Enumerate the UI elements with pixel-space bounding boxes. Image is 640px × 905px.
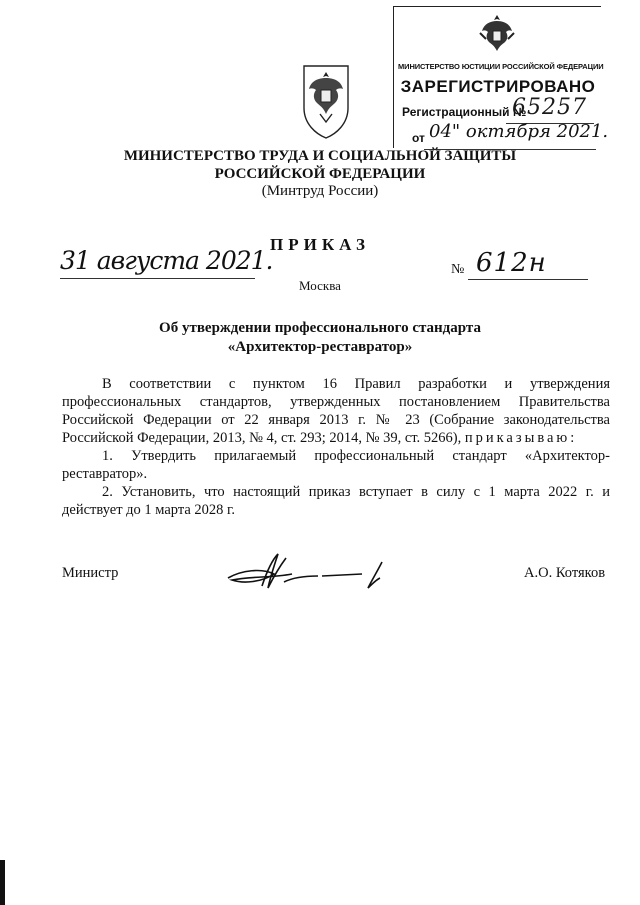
stamp-ministry: МИНИСТЕРСТВО ЮСТИЦИИ РОССИЙСКОЙ ФЕДЕРАЦИИ: [398, 62, 604, 71]
order-body: [62, 375, 610, 519]
order-number: 612н: [476, 248, 547, 278]
ministry-short-name: (Минтруд России): [261, 183, 379, 199]
order-city: Москва: [299, 278, 341, 293]
body-command: приказываю:: [464, 430, 578, 446]
body-paragraph-1: [62, 375, 610, 447]
order-date: 31 августа 2021.: [60, 246, 273, 275]
stamp-reg-date-label: от: [412, 131, 425, 145]
body-paragraph-1-text: В соответствии с пунктом 16 Правил разработки и утверждения профессиональных стандартов, утвержденных постановлением Правительства Российской Федерации от 22 января 2013 г. № 23 (Собрание законодательства Российской Федерации, 2013, № 4, ст. 293; 2014, № 39, ст. 5266),: [62, 376, 610, 446]
signatory-role: Министр: [62, 565, 119, 581]
stamp-reg-date: 04" октября 2021.: [429, 121, 609, 142]
coat-of-arms-icon: [300, 62, 352, 140]
ministry-name-line1: МИНИСТЕРСТВО ТРУДА И СОЦИАЛЬНОЙ ЗАЩИТЫ: [123, 148, 517, 164]
order-number-label: №: [451, 262, 465, 277]
handwritten-signature: [222, 548, 402, 598]
coat-of-arms-icon: [476, 11, 518, 57]
subject-line2: «Архитектор-реставратор»: [227, 339, 413, 355]
stamp-reg-number-label: Регистрационный №: [402, 105, 527, 119]
signatory-name: А.О. Котяков: [524, 565, 606, 581]
registration-stamp: [393, 6, 609, 148]
body-paragraph-3: 2. Установить, что настоящий приказ вступает в силу с 1 марта 2022 г. и действует до 1 марта 2028 г.: [62, 484, 610, 518]
stamp-registered: ЗАРЕГИСТРИРОВАНО: [400, 77, 596, 96]
stamp-reg-number: 65257: [512, 95, 587, 120]
order-number-line: [468, 279, 588, 280]
scan-edge-mark: [0, 860, 5, 905]
ministry-name-line2: РОССИЙСКОЙ ФЕДЕРАЦИИ: [214, 166, 426, 182]
body-paragraph-2: 1. Утвердить прилагаемый профессиональный стандарт «Архитектор-реставратор».: [62, 448, 610, 482]
subject-line1: Об утверждении профессионального стандарта: [159, 320, 481, 336]
order-title: ПРИКАЗ: [270, 235, 370, 254]
